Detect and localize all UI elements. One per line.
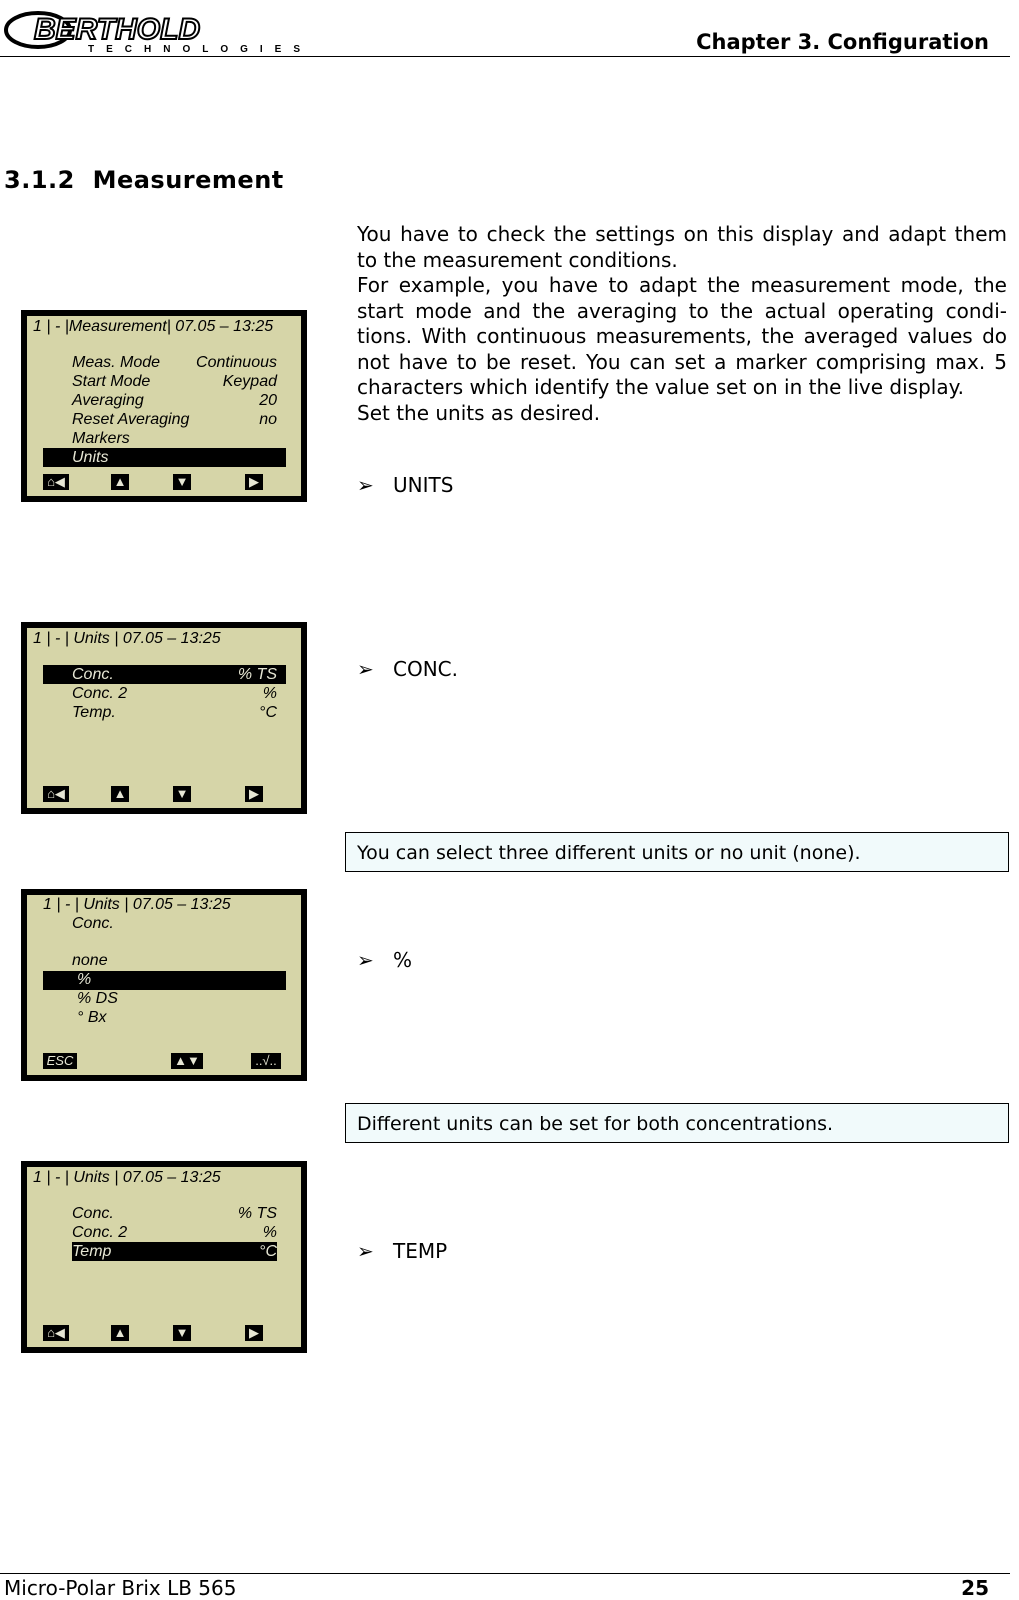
up-arrow-icon[interactable]: ▲ [111,474,129,490]
footer-rule [0,1573,1010,1574]
menu-item-temp[interactable]: Temp. °C [72,704,277,721]
right-arrow-icon[interactable]: ▶ [245,786,263,802]
down-arrow-icon[interactable]: ▼ [173,474,191,490]
menu-item-reset-averaging[interactable]: Reset Averaging no [72,411,277,428]
lcd-field-title: Conc. [72,915,114,932]
lcd-status-line: 1 | - | Units | 07.05 – 13:25 [33,630,221,647]
note-both-concentrations: Different units can be set for both concentrations. [345,1103,1009,1143]
intro-p2: For example, you have to adapt the measurement mode, the start mode and the averaging to the actual operating condi-tions. With continuous measurements, the averaged values do not have to be reset. You can set a marker comprising max. 5 characters which identify the value set on in the live display. [357,273,1007,399]
footer-product: Micro-Polar Brix LB 565 [4,1576,237,1600]
lcd-status-line: 1 | - |Measurement| 07.05 – 13:25 [33,318,274,335]
arrowhead-bullet-icon: ➢ [357,657,374,681]
lcd-nav-bar [43,1053,289,1071]
menu-item-averaging[interactable]: Averaging 20 [72,392,277,409]
bullet-units: ➢ UNITS [357,473,454,497]
up-down-arrows-icon[interactable]: ▲▼ [171,1053,203,1069]
menu-item-conc[interactable]: Conc. % TS [72,666,277,683]
arrowhead-bullet-icon: ➢ [357,1239,374,1263]
section-heading: 3.1.2 Measurement [4,166,284,194]
right-arrow-icon[interactable]: ▶ [245,1325,263,1341]
lcd-nav-bar [43,786,289,804]
menu-item-start-mode[interactable]: Start Mode Keypad [72,373,277,390]
bullet-percent: ➢ % [357,948,413,972]
down-arrow-icon[interactable]: ▼ [173,786,191,802]
lcd-status-line: 1 | - | Units | 07.05 – 13:25 [43,896,231,913]
home-left-icon[interactable]: ⌂◀ [43,786,69,802]
intro-text [357,222,1007,426]
down-arrow-icon[interactable]: ▼ [173,1325,191,1341]
intro-p3: Set the units as desired. [357,400,601,425]
berthold-logo [2,6,302,56]
option-percent[interactable]: % [77,971,92,988]
option-none[interactable]: none [72,952,108,969]
menu-item-temp[interactable]: Temp °C [72,1243,277,1260]
up-arrow-icon[interactable]: ▲ [111,1325,129,1341]
lcd-units-temp-screen [21,1161,307,1353]
page-number: 25 [961,1576,989,1600]
menu-item-conc-2[interactable]: Conc. 2 % [72,685,277,702]
svg-text:BERTHOLD: BERTHOLD [34,13,201,46]
menu-item-meas-mode[interactable]: Meas. Mode Continuous [72,354,277,371]
up-arrow-icon[interactable]: ▲ [111,786,129,802]
chapter-title: Chapter 3. Configuration [696,30,989,54]
lcd-status-line: 1 | - | Units | 07.05 – 13:25 [33,1169,221,1186]
option-percent-ds[interactable]: % DS [77,990,118,1007]
esc-button[interactable]: ESC [43,1053,77,1069]
lcd-nav-bar [43,1325,289,1343]
ok-check-button[interactable]: ..√.. [251,1053,281,1069]
menu-item-units[interactable]: Units [72,449,109,466]
right-arrow-icon[interactable]: ▶ [245,474,263,490]
arrowhead-bullet-icon: ➢ [357,473,374,497]
home-left-icon[interactable]: ⌂◀ [43,1325,69,1341]
menu-item-conc[interactable]: Conc. % TS [72,1205,277,1222]
bullet-temp: ➢ TEMP [357,1239,448,1263]
bullet-conc: ➢ CONC. [357,657,458,681]
svg-text:TECHNOLOGIES: TECHNOLOGIES [88,44,302,55]
menu-item-conc-2[interactable]: Conc. 2 % [72,1224,277,1241]
note-three-units: You can select three different units or no unit (none). [345,832,1009,872]
lcd-conc-unit-select-screen [21,889,307,1081]
option-brix[interactable]: ° Bx [77,1009,107,1026]
arrowhead-bullet-icon: ➢ [357,948,374,972]
home-left-icon[interactable]: ⌂◀ [43,474,69,490]
header-rule [0,56,1010,57]
lcd-units-screen [21,622,307,814]
intro-p1: You have to check the settings on this display and adapt them to the measurement conditions. [357,222,1007,272]
lcd-nav-bar [43,474,289,492]
lcd-measurement-screen [21,310,307,502]
menu-item-markers[interactable]: Markers [72,430,130,447]
